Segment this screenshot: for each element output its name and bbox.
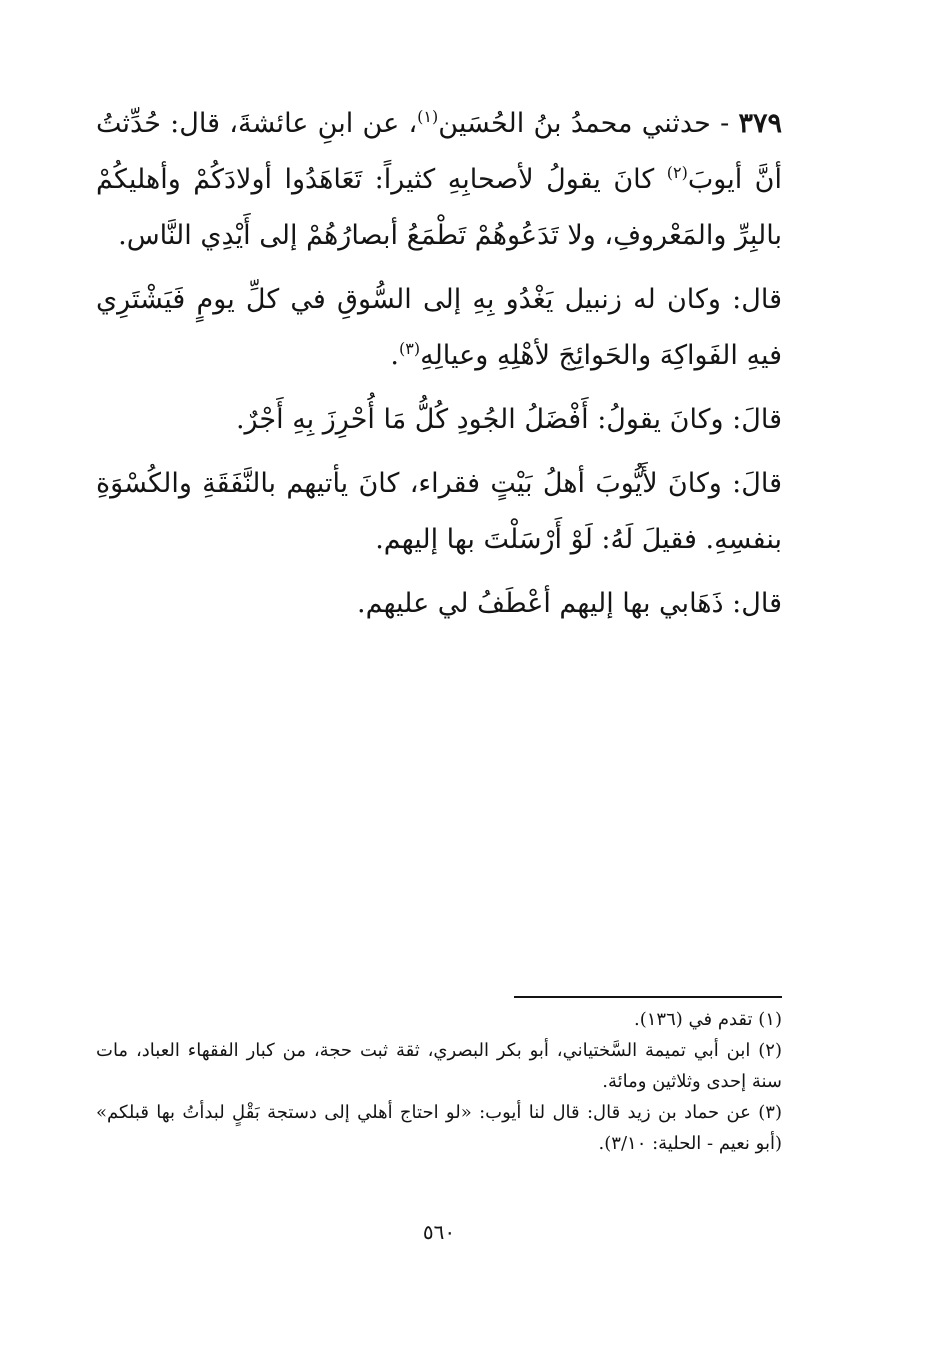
entry-number: ٣٧٩	[738, 108, 782, 139]
footnote-ref-1: (١)	[417, 107, 439, 126]
paragraph-text: قال: وكان له زنبيل يَغْدُو بِهِ إلى السُّوقِ في كلِّ يومٍ فَيَشْتَرِي فيهِ الفَواكِهَ والحَوائِجَ لأهْلِهِ وعيالِهِ	[96, 284, 782, 371]
paragraph-5: قال: ذَهَابي بها إليهم أعْطَفُ لي عليهم.	[357, 588, 782, 619]
footnote-2: (٢) ابن أبي تميمة السَّختياني، أبو بكر البصري، ثقة ثبت حجة، من كبار الفقهاء العباد، مات سنة إحدى وثلاثين ومائة.	[96, 1040, 782, 1092]
paragraph-text: ، عن ابنِ عائشةَ، قال: حُدِّثتُ أنَّ أيوبَ	[96, 108, 782, 195]
paragraph-4: قالَ: وكانَ لأَيُّوبَ أهلُ بَيْتٍ فقراء، كانَ يأتيهم بالنَّفَقَةِ والكُسْوَةِ بنفسِهِ. فقيلَ لَهُ: لَوْ أَرْسَلْتَ بها إليهم.	[96, 468, 782, 555]
paragraph-text: - حدثني محمدُ بنُ الحُسَين	[438, 108, 730, 139]
book-page	[96, 96, 782, 1326]
paragraph-text: .	[390, 340, 400, 371]
footnote-1: (١) تقدم في (١٣٦).	[634, 1009, 782, 1030]
footnote-ref-3: (٣)	[399, 339, 421, 358]
footnote-ref-2: (٢)	[666, 163, 688, 182]
paragraph-2	[96, 272, 782, 384]
page-number: ٥٦٠	[422, 1220, 456, 1244]
footnote-3: (٣) عن حماد بن زيد قال: قال لنا أيوب: «لو احتاج أهلي إلى دستجة بَقْلٍ لبدأتُ بها قبلكم» (أبو نعيم - الحلية: ٣/١٠).	[96, 1102, 782, 1154]
paragraph-3: قالَ: وكانَ يقولُ: أَفْضَلُ الجُودِ كُلُّ مَا أُحْرِزَ بِهِ أَجْرٌ.	[235, 404, 782, 435]
main-text	[96, 96, 782, 632]
paragraph-379	[96, 96, 782, 264]
footnote-divider	[514, 996, 782, 998]
footnotes-section	[96, 996, 782, 1159]
paragraph-text: كانَ يقولُ لأصحابِهِ كثيراً: تَعَاهَدُوا أولادَكُمْ وأهليكُمْ بالبِرِّ والمَعْروفِ، ولا تَدَعُوهُمْ تَطْمَعُ أبصارُهُمْ إلى أَيْدِي النَّاس.	[96, 164, 782, 251]
